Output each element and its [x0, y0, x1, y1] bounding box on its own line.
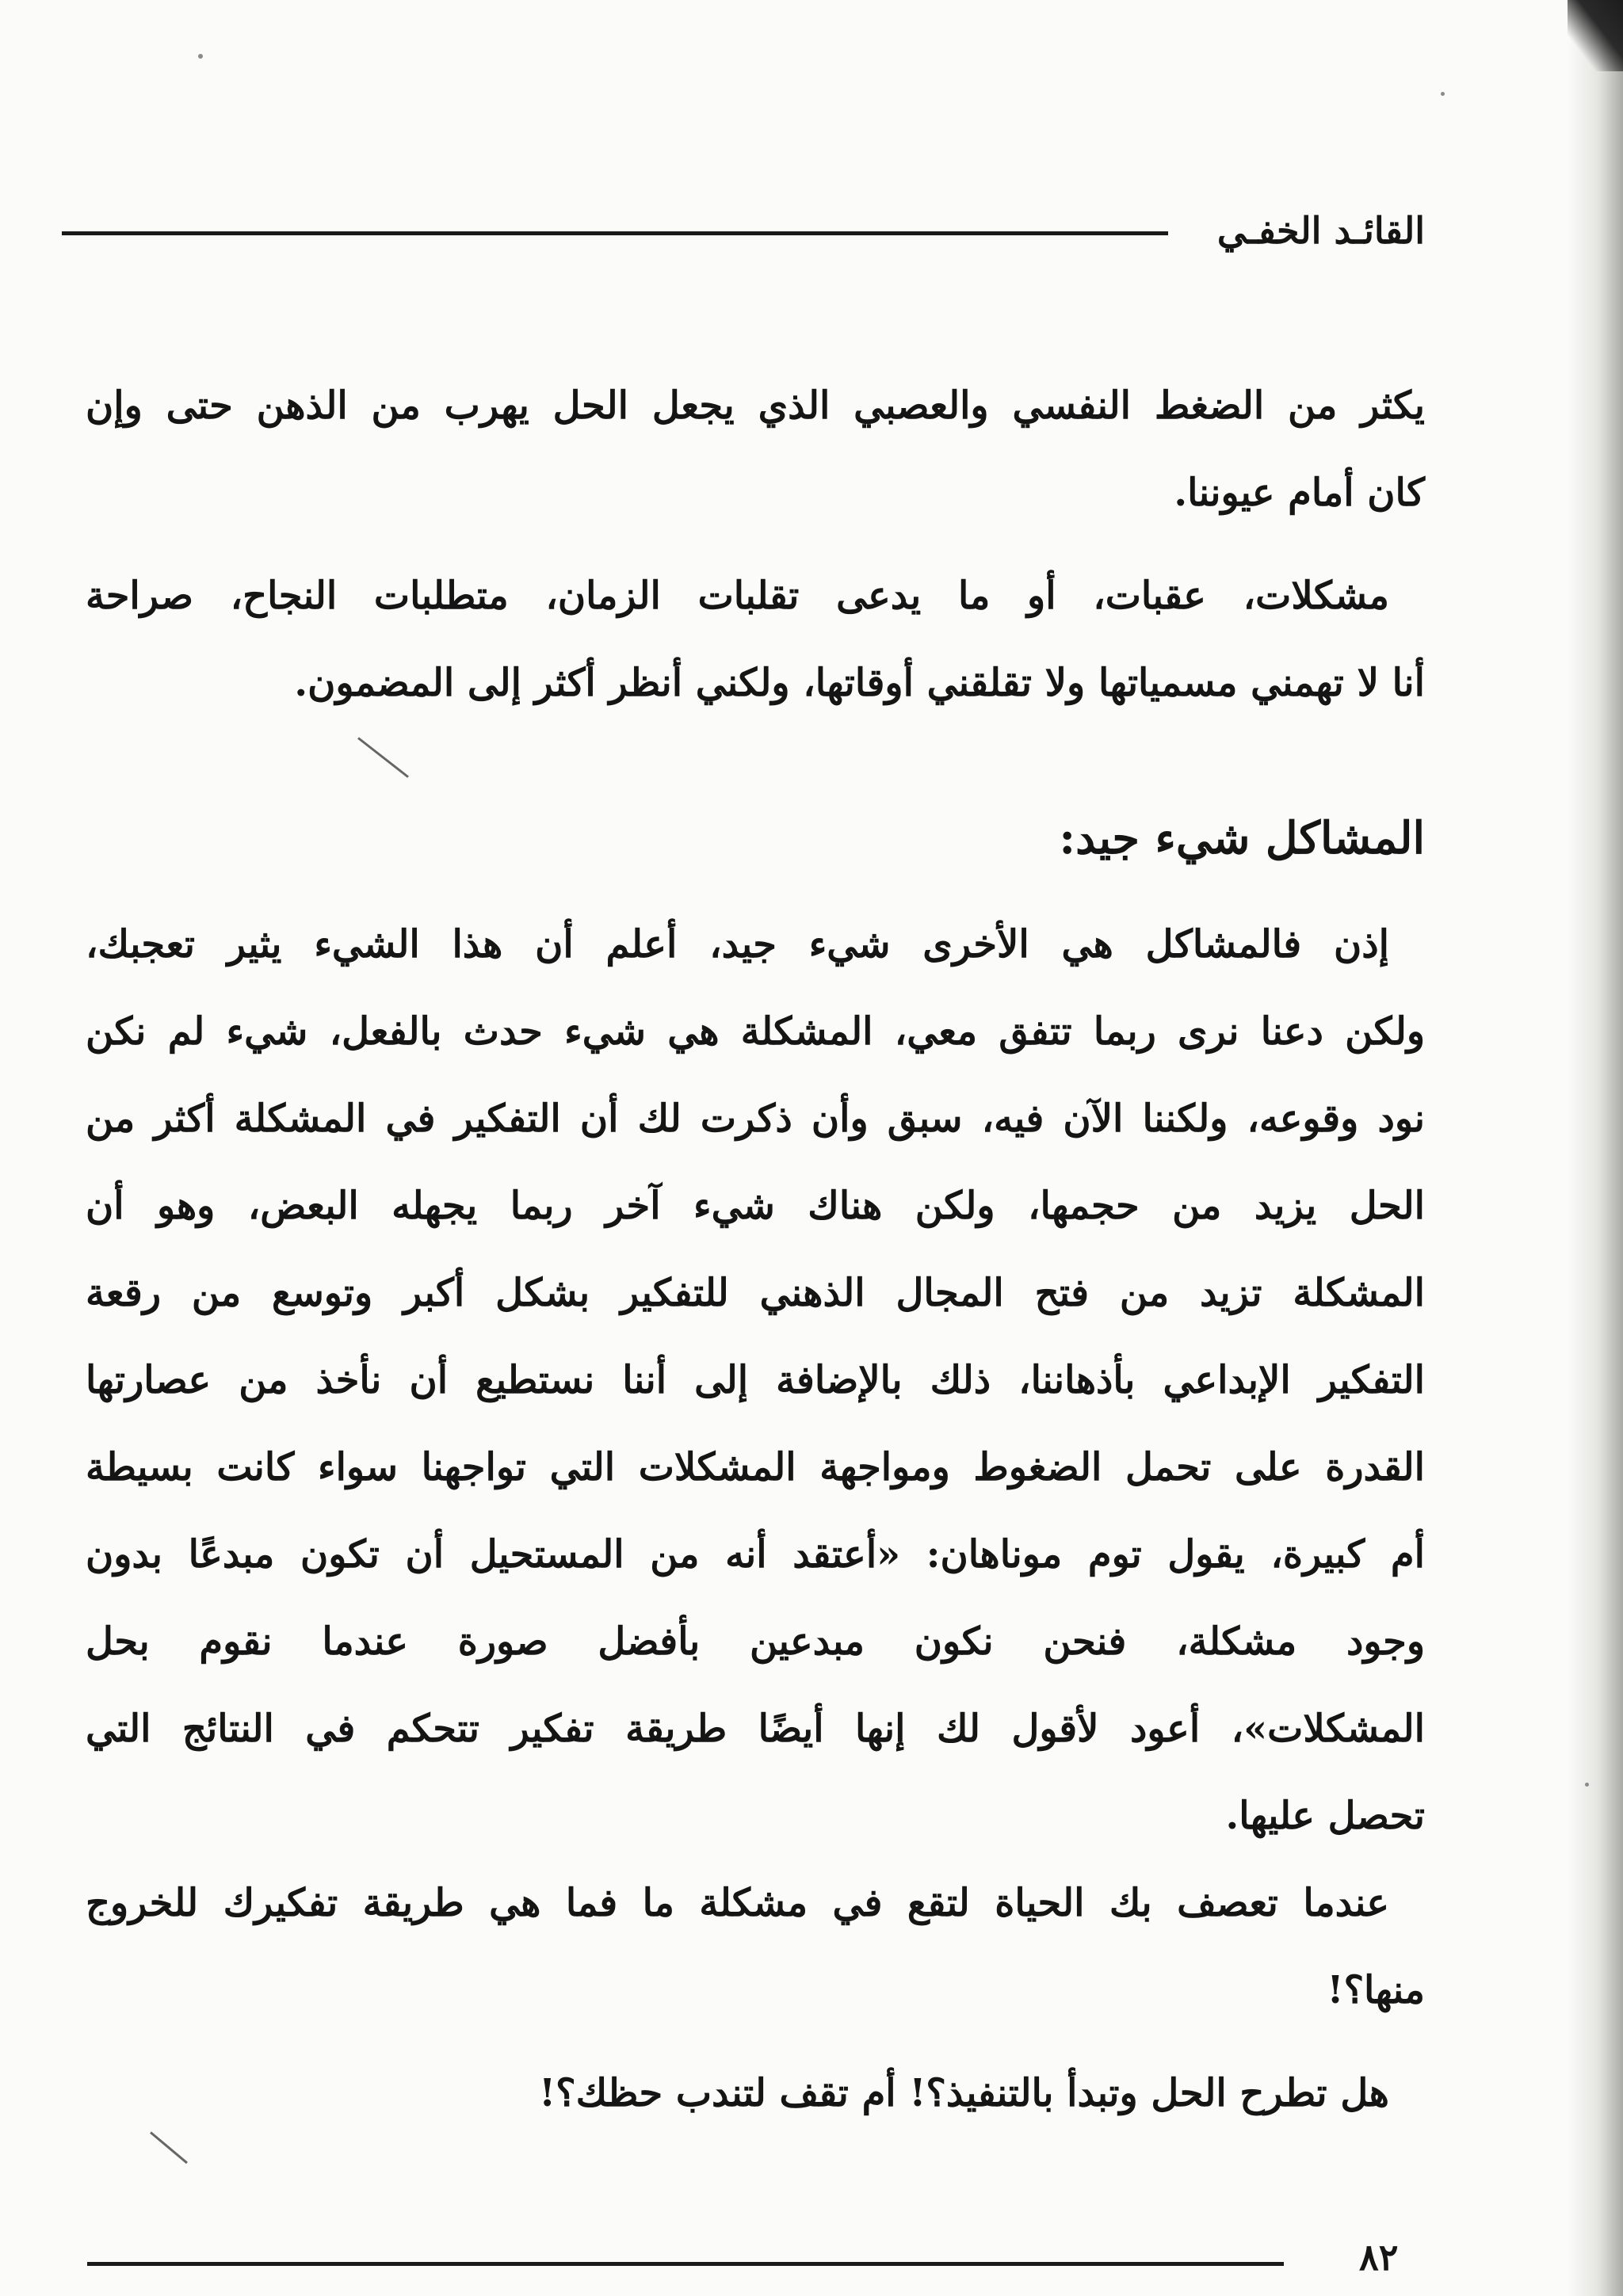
section-line-2: ولكن دعنا نرى ربما تتفق معي، المشكلة هي شيء حدث بالفعل، شيء لم نكن [86, 1009, 1425, 1054]
closing-last-line: هل تطرح الحل وتبدأ بالتنفيذ؟! أم تقف لتندب حظك؟! [539, 2071, 1389, 2115]
page-number: ٨٢ [1359, 2236, 1399, 2279]
paragraph-2-line-2: أنا لا تهمني مسمياتها ولا تقلقني أوقاتها، ولكني أنظر أكثر إلى المضمون. [294, 661, 1425, 705]
section-line-8: أم كبيرة، يقول توم موناهان: «أعتقد أنه من المستحيل أن تكون مبدعًا بدون [86, 1532, 1425, 1577]
scan-speck [198, 54, 203, 59]
section-line-5: المشكلة تزيد من فتح المجال الذهني للتفكير بشكل أكبر وتوسع من رقعة [86, 1271, 1425, 1315]
section-line-4: الحل يزيد من حجمها، ولكن هناك شيء آخر ربما يجهله البعض، وهو أن [86, 1184, 1426, 1228]
footer-rule [87, 2262, 1284, 2266]
header-rule [62, 231, 1168, 235]
section-line-1: إذن فالمشاكل هي الأخرى شيء جيد، أعلم أن هذا الشيء يثير تعجبك، [86, 922, 1389, 967]
pen-mark [150, 2131, 188, 2164]
section-line-7: القدرة على تحمل الضغوط ومواجهة المشكلات التي تواجهنا سواء كانت بسيطة [86, 1445, 1425, 1489]
section-heading: المشاكل شيء جيد: [1059, 812, 1425, 864]
pen-mark [357, 737, 409, 778]
paragraph-1-line-1: يكثر من الضغط النفسي والعصبي الذي يجعل الحل يهرب من الذهن حتى وإن [86, 383, 1425, 428]
section-line-11: تحصل عليها. [1225, 1794, 1425, 1838]
section-line-3: نود وقوعه، ولكننا الآن فيه، سبق وأن ذكرت لك أن التفكير في المشكلة أكثر من [86, 1097, 1425, 1141]
section-line-6: التفكير الإبداعي بأذهاننا، ذلك بالإضافة إلى أننا نستطيع أن نأخذ من عصارتها [86, 1358, 1425, 1402]
scan-speck [1585, 1783, 1589, 1787]
closing-question-line-1: عندما تعصف بك الحياة لتقع في مشكلة ما فما هي طريقة تفكيرك للخروج [86, 1881, 1389, 1925]
section-line-9: وجود مشكلة، فنحن نكون مبدعين بأفضل صورة عندما نقوم بحل [86, 1619, 1425, 1664]
scan-speck [1441, 92, 1445, 96]
closing-question-line-2: منها؟! [1327, 1968, 1425, 2012]
section-line-10: المشكلات»، أعود لأقول لك إنها أيضًا طريقة تفكير تتحكم في النتائج التي [86, 1707, 1425, 1751]
page-edge-shadow [1568, 0, 1623, 2296]
paragraph-1-line-2: كان أمام عيوننا. [1174, 471, 1425, 515]
scan-corner-shadow [1568, 0, 1623, 71]
paragraph-2-line-1: مشكلات، عقبات، أو ما يدعى تقلبات الزمان، متطلبات النجاح، صراحة [86, 574, 1389, 618]
running-header-title: القائـد الخفـي [1216, 209, 1425, 252]
